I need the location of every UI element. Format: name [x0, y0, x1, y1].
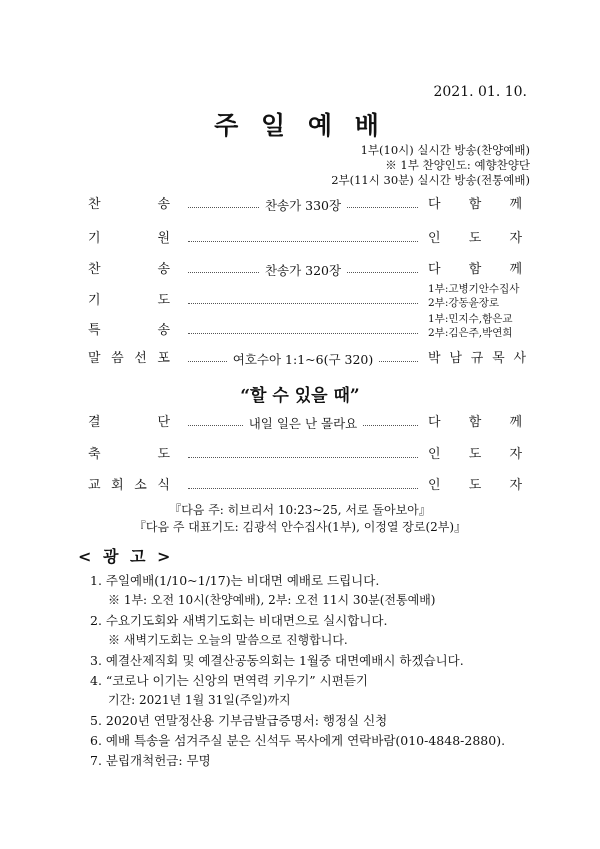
name-char: 말: [88, 351, 101, 366]
order-item-content: [188, 194, 418, 216]
name-char: 원: [157, 231, 170, 246]
broadcast-line: 1부(10시) 실시간 방송(찬양예배): [360, 143, 530, 157]
date: 2021. 01. 10.: [433, 84, 527, 100]
name-char: 찬: [88, 262, 101, 277]
dot-leader: [188, 303, 418, 304]
broadcast-line: ※ 1부 찬양인도: 예향찬양단: [385, 158, 530, 172]
order-item-name: [88, 228, 170, 250]
leader-char: 께: [509, 262, 522, 277]
order-item-content: [188, 412, 418, 434]
order-item-leaders: [428, 312, 513, 340]
name-char: 송: [157, 197, 170, 212]
name-char: 찬: [88, 197, 101, 212]
name-char: 단: [157, 415, 170, 430]
announcement-item: 3. 예결산제직회 및 예결산공동의회는 1월중 대면예배시 하겠습니다.: [90, 653, 464, 668]
leader-char: 다: [428, 415, 441, 430]
dot-leader: [188, 241, 418, 242]
order-item-name: [88, 348, 170, 370]
name-char: 도: [157, 447, 170, 462]
name-char: 송: [157, 323, 170, 338]
order-item-name: [88, 412, 170, 434]
order-item-leader: [428, 412, 522, 434]
leader-char: 다: [428, 197, 441, 212]
order-item-name: [88, 475, 170, 497]
name-char: 식: [157, 478, 170, 493]
order-row: [88, 259, 522, 281]
leader-line: 1부:고병기안수집사: [428, 283, 520, 295]
order-item-name: [88, 194, 170, 216]
dot-leader: [188, 272, 259, 273]
name-char: 도: [157, 293, 170, 308]
broadcast-line: 2부(11시 30분) 실시간 방송(전통예배): [331, 173, 530, 187]
next-week-prayer: 『다음 주 대표기도: 김광석 안수집사(1부), 이정열 장로(2부)』: [133, 520, 467, 534]
name-char: 소: [134, 478, 147, 493]
order-item-name: [88, 259, 170, 281]
leader-char: 박: [428, 351, 441, 366]
order-item-leader: [428, 228, 522, 250]
leader-line: 1부:민지수,함은교: [428, 313, 513, 325]
dot-leader: [188, 333, 418, 334]
name-char: 씀: [111, 351, 124, 366]
order-row: [88, 313, 522, 342]
dot-leader: [363, 425, 418, 426]
leader-char: 함: [468, 415, 482, 430]
leader-char: 께: [509, 197, 522, 212]
next-week-scripture: 『다음 주: 히브리서 10:23~25, 서로 돌아보아』: [169, 503, 431, 517]
dot-leader: [188, 425, 243, 426]
name-char: 결: [88, 415, 101, 430]
leader-char: 도: [468, 231, 482, 246]
leader-char: 사: [513, 351, 526, 366]
name-char: 축: [88, 447, 101, 462]
order-item-leaders: [428, 282, 519, 310]
page-title: 주 일 예 배: [214, 111, 386, 140]
leader-char: 목: [492, 351, 505, 366]
order-item-leader: [428, 194, 522, 216]
leader-char: 인: [428, 478, 441, 493]
order-item-content: [188, 444, 418, 466]
name-char: 선: [134, 351, 147, 366]
announcement-note: ※ 1부: 오전 10시(찬양예배), 2부: 오전 11시 30분(전통예배): [108, 593, 436, 607]
leader-char: 규: [470, 351, 484, 366]
announcement-item: 4. “코로나 이기는 신앙의 면역력 키우기” 시편듣기: [90, 673, 368, 688]
leader-line: 2부:김은주,박연희: [428, 327, 513, 339]
leader-line: 2부:강동윤장로: [428, 297, 500, 309]
leader-char: 자: [509, 447, 522, 462]
order-item-content: [188, 348, 418, 370]
order-row: [88, 283, 522, 312]
announcement-note: ※ 새벽기도회는 오늘의 말씀으로 진행합니다.: [108, 633, 348, 647]
announcement-note: 기간: 2021년 1월 31일(주일)까지: [108, 693, 291, 707]
order-item-leader: [428, 475, 522, 497]
order-item-content: [188, 290, 418, 312]
name-char: 회: [111, 478, 124, 493]
leader-char: 인: [428, 447, 441, 462]
order-item-leader: [428, 444, 522, 466]
order-item-content: [188, 475, 418, 497]
leader-char: 남: [449, 351, 462, 366]
announcement-item: 2. 수요기도회와 새벽기도회는 비대면으로 실시합니다.: [90, 613, 388, 628]
order-item-text: 내일 일은 난 몰라요: [248, 416, 358, 431]
name-char: 포: [157, 351, 170, 366]
leader-char: 도: [468, 478, 482, 493]
order-item-text: 찬송가 330장: [264, 198, 342, 213]
leader-char: 께: [509, 415, 522, 430]
dot-leader: [347, 272, 418, 273]
broadcast-info: [331, 143, 530, 188]
dot-leader: [347, 207, 418, 208]
name-char: 송: [157, 262, 170, 277]
announcement-item: 7. 분립개척헌금: 무명: [90, 753, 211, 768]
dot-leader: [188, 457, 418, 458]
leader-char: 자: [509, 231, 522, 246]
name-char: 기: [88, 293, 101, 308]
sermon-title: “할 수 있을 때”: [240, 386, 360, 406]
order-item-content: [188, 320, 418, 342]
order-row: [88, 348, 526, 370]
order-item-content: [188, 259, 418, 281]
announcement-item: 5. 2020년 연말정산용 기부금발급증명서: 행정실 신청: [90, 713, 388, 728]
order-row: [88, 475, 522, 497]
leader-char: 함: [468, 262, 482, 277]
leader-char: 함: [468, 197, 482, 212]
order-row: [88, 444, 522, 466]
name-char: 기: [88, 231, 101, 246]
ads-heading: < 광 고 >: [78, 547, 174, 566]
order-item-name: [88, 290, 170, 312]
order-row: [88, 194, 522, 216]
dot-leader: [188, 488, 418, 489]
order-item-leader: [428, 348, 526, 370]
name-char: 교: [88, 478, 101, 493]
order-row: [88, 412, 522, 434]
order-item-leader: [428, 259, 522, 281]
dot-leader: [188, 361, 227, 362]
order-row: [88, 228, 522, 250]
order-item-content: [188, 228, 418, 250]
name-char: 특: [88, 323, 101, 338]
leader-char: 도: [468, 447, 482, 462]
order-item-text: 찬송가 320장: [264, 263, 342, 278]
order-item-name: [88, 320, 170, 342]
leader-char: 자: [509, 478, 522, 493]
announcement-item: 1. 주일예배(1/10~1/17)는 비대면 예배로 드립니다.: [90, 573, 380, 588]
leader-char: 인: [428, 231, 441, 246]
dot-leader: [379, 361, 418, 362]
announcement-item: 6. 예배 특송을 섬겨주실 분은 신석두 목사에게 연락바람(010-4848-2880).: [90, 733, 506, 748]
order-item-name: [88, 444, 170, 466]
order-item-text: 여호수아 1:1~6(구 320): [232, 352, 374, 367]
leader-char: 다: [428, 262, 441, 277]
dot-leader: [188, 207, 259, 208]
